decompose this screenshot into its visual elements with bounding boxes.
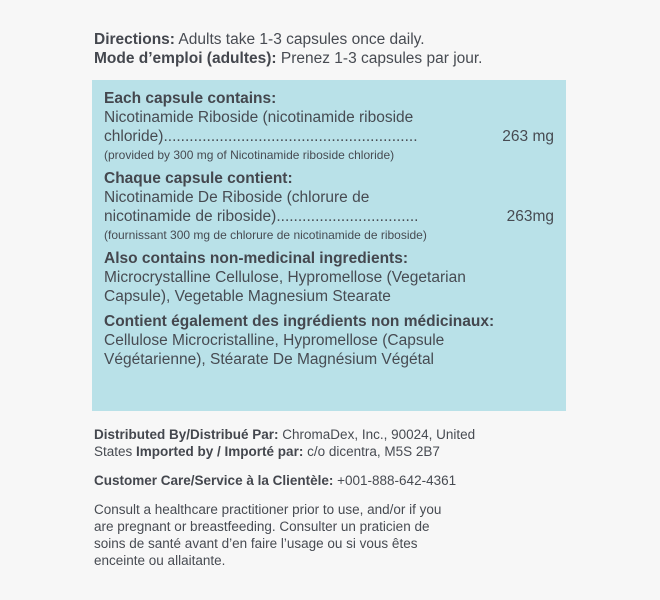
nonmedicinal-fr-line2: Végétarienne), Stéarate De Magnésium Végétal	[104, 351, 435, 368]
directions-en-label: Directions:	[94, 31, 175, 48]
footer-block	[94, 426, 564, 569]
directions-fr-text: Prenez 1-3 capsules par jour.	[280, 50, 483, 67]
nonmedicinal-en-line1: Microcrystalline Cellulose, Hypromellose (Vegetarian	[104, 269, 466, 286]
medicinal-fr-heading: Chaque capsule contient:	[104, 170, 293, 187]
medicinal-en-line2: chloride)	[104, 128, 164, 145]
medicinal-en-dots: ...........................................................	[163, 128, 418, 145]
nonmedicinal-fr-heading: Contient également des ingrédients non médicinaux:	[104, 313, 495, 330]
medicinal-fr-amount: 263mg	[506, 208, 554, 225]
medicinal-en-dose	[104, 127, 554, 146]
imported-label: Imported by / Importé par:	[136, 444, 304, 459]
directions-en	[94, 30, 574, 49]
medicinal-en-section	[104, 89, 554, 163]
warning-line3: soins de santé avant d’en faire l’usage ou si vous êtes	[94, 536, 418, 551]
medicinal-en-note: (provided by 300 mg of Nicotinamide riboside chloride)	[104, 148, 395, 162]
nonmedicinal-fr-line1: Cellulose Microcristalline, Hypromellose (Capsule	[104, 332, 445, 349]
directions-fr	[94, 49, 574, 68]
directions-fr-label: Mode d’emploi (adultes):	[94, 50, 277, 67]
medicinal-fr-section	[104, 169, 554, 243]
medicinal-fr-dose	[104, 207, 554, 226]
customer-care	[94, 472, 564, 489]
nonmedicinal-fr-section	[104, 312, 554, 369]
distributed-label: Distributed By/Distribué Par:	[94, 427, 279, 442]
medicinal-en-line1: Nicotinamide Riboside (nicotinamide riboside	[104, 109, 414, 126]
medicinal-fr-dots: .................................	[276, 208, 419, 225]
supplement-label	[94, 30, 574, 68]
distribution-info	[94, 426, 564, 460]
nonmedicinal-en-line2: Capsule), Vegetable Magnesium Stearate	[104, 288, 391, 305]
medicinal-fr-line2: nicotinamide de riboside)	[104, 208, 277, 225]
warning-text	[94, 501, 564, 569]
distributed-text-2: States	[94, 444, 133, 459]
customer-care-label: Customer Care/Service à la Clientèle:	[94, 473, 334, 488]
medicinal-fr-note: (fournissant 300 mg de chlorure de nicotinamide de riboside)	[104, 228, 427, 242]
nonmedicinal-en-section	[104, 249, 554, 306]
warning-line2: are pregnant or breastfeeding. Consulter un praticien de	[94, 519, 430, 534]
directions-block	[94, 30, 574, 68]
warning-line1: Consult a healthcare practitioner prior to use, and/or if you	[94, 502, 442, 517]
warning-line4: enceinte ou allaitante.	[94, 553, 226, 568]
medicinal-en-amount: 263 mg	[502, 128, 554, 145]
directions-en-text: Adults take 1-3 capsules once daily.	[178, 31, 425, 48]
medicinal-en-heading: Each capsule contains:	[104, 90, 277, 107]
medicinal-fr-line1: Nicotinamide De Riboside (chlorure de	[104, 189, 370, 206]
nonmedicinal-en-heading: Also contains non-medicinal ingredients:	[104, 250, 409, 267]
ingredients-panel	[92, 80, 566, 411]
customer-care-phone: +001-888-642-4361	[337, 473, 457, 488]
imported-text: c/o dicentra, M5S 2B7	[307, 444, 440, 459]
distributed-text-1: ChromaDex, Inc., 90024, United	[282, 427, 476, 442]
